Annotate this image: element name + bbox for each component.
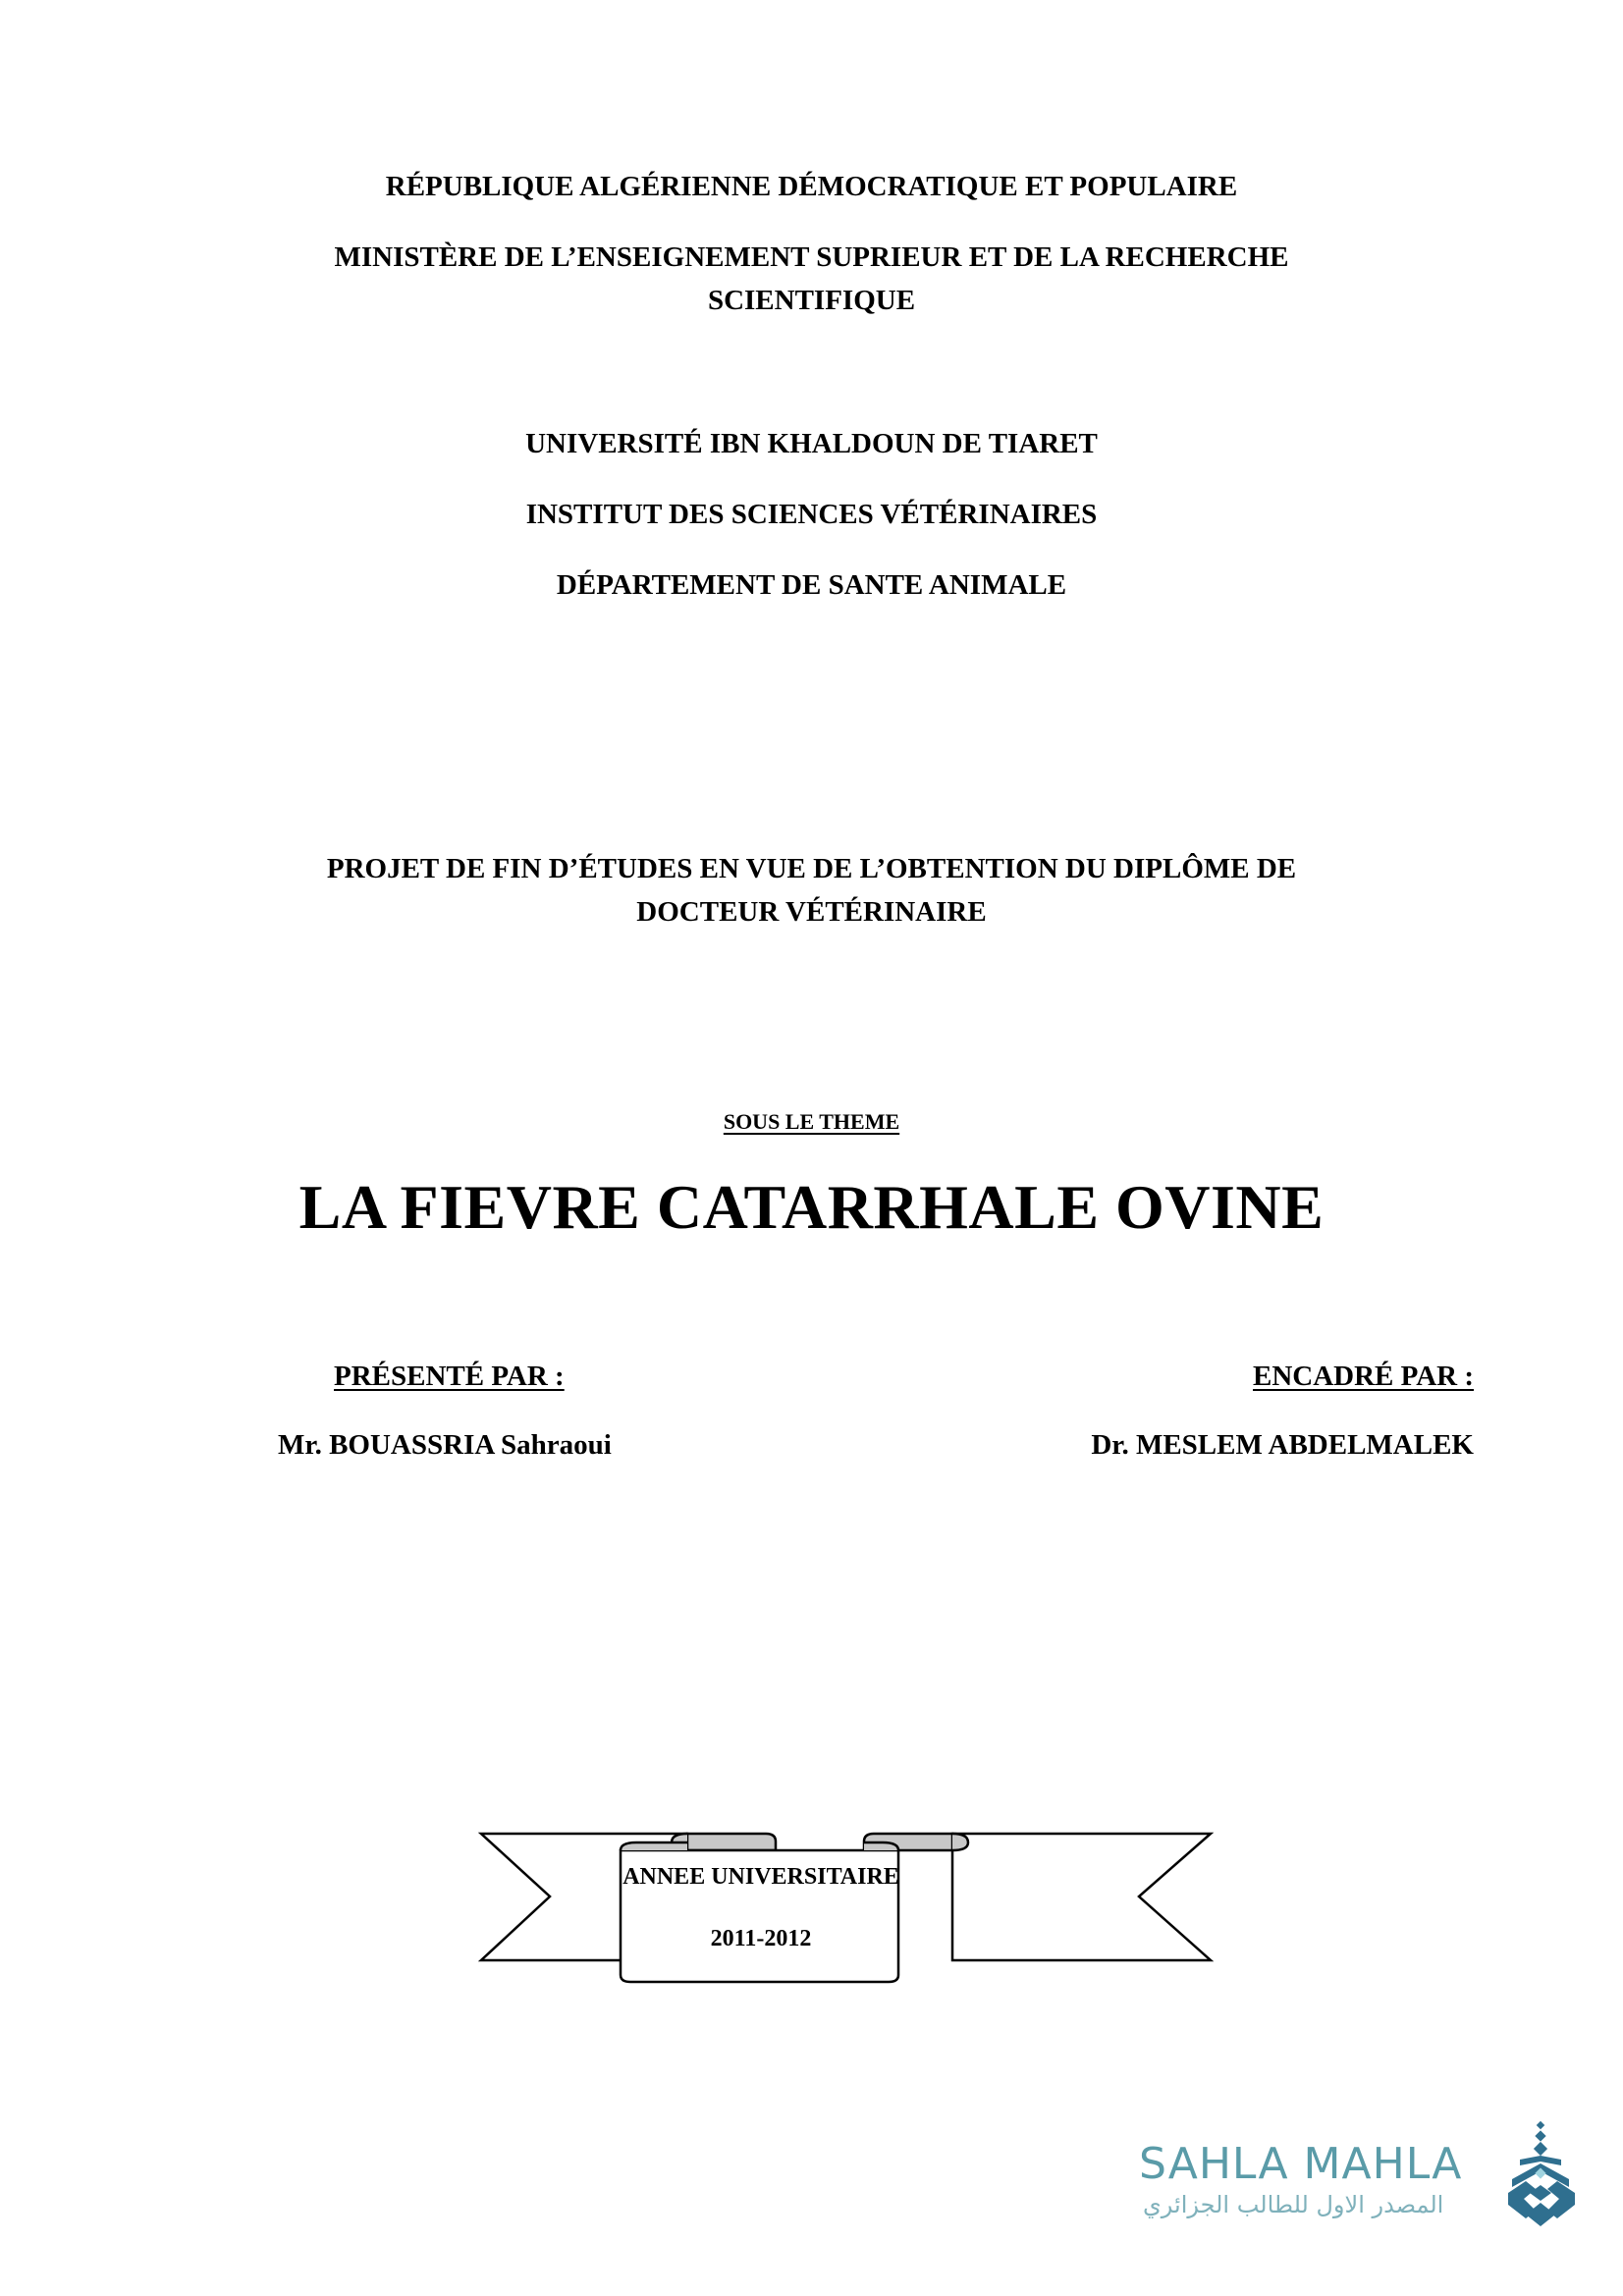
republic-heading: RÉPUBLIQUE ALGÉRIENNE DÉMOCRATIQUE ET POPULAIRE [385,171,1238,202]
ribbon-banner-icon [471,1824,1227,1991]
presented-by-label: PRÉSENTÉ PAR : [334,1361,565,1392]
ministry-heading-line2: SCIENTIFIQUE [707,285,916,316]
student-name: Mr. BOUASSRIA Sahraoui [278,1429,612,1461]
watermark-tagline: المصدر الاول للطالب الجزائري [1143,2191,1444,2218]
project-line1: PROJET DE FIN D’ÉTUDES EN VUE DE L’OBTENTION DU DIPLÔME DE [326,853,1297,884]
theme-label: SOUS LE THEME [723,1109,900,1134]
sahla-mahla-logo-icon [1502,2120,1581,2228]
academic-year-value: 2011-2012 [710,1926,812,1951]
institute-heading: INSTITUT DES SCIENCES VÉTÉRINAIRES [525,499,1098,530]
thesis-title: LA FIEVRE CATARRHALE OVINE [298,1172,1325,1242]
supervisor-name: Dr. MESLEM ABDELMALEK [1091,1429,1474,1461]
supervised-by-label: ENCADRÉ PAR : [1252,1361,1474,1392]
sahla-mahla-watermark [1139,2130,1581,2228]
university-heading: UNIVERSITÉ IBN KHALDOUN DE TIARET [525,428,1098,459]
department-heading: DÉPARTEMENT DE SANTE ANIMALE [556,569,1067,601]
ministry-heading-line1: MINISTÈRE DE L’ENSEIGNEMENT SUPRIEUR ET DE LA RECHERCHE [334,241,1289,273]
academic-year-label: ANNEE UNIVERSITAIRE [622,1864,899,1890]
watermark-brand: SAHLA MAHLA [1139,2139,1463,2189]
project-line2: DOCTEUR VÉTÉRINAIRE [636,896,987,928]
